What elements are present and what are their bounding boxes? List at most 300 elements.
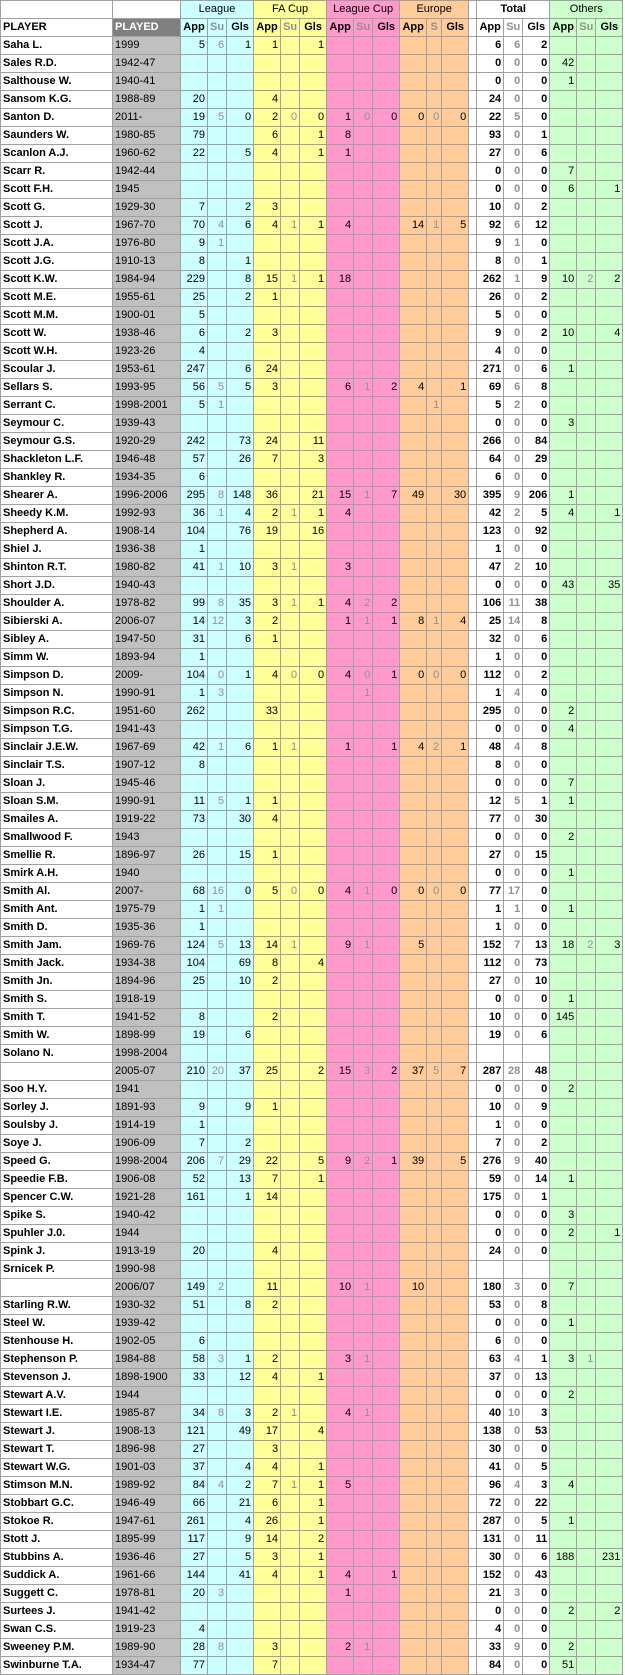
eu-app — [400, 847, 427, 865]
league-app: 7 — [181, 199, 208, 217]
total-app: 0 — [477, 865, 504, 883]
total-goals: 11 — [523, 1531, 550, 1549]
eu-app — [400, 721, 427, 739]
fa-app: 3 — [254, 1549, 281, 1567]
fa-sub — [281, 901, 300, 919]
player-name: Scott J.A. — [1, 235, 113, 253]
league-goals: 4 — [227, 1513, 254, 1531]
fa-app: 4 — [254, 667, 281, 685]
total-sub: 0 — [504, 811, 523, 829]
spacer — [469, 1441, 477, 1459]
league-goals — [227, 1117, 254, 1135]
league-sub: 8 — [208, 487, 227, 505]
lc-goals — [373, 721, 400, 739]
league-app — [181, 1045, 208, 1063]
lc-goals — [373, 1495, 400, 1513]
lc-goals — [373, 919, 400, 937]
eu-goals — [442, 901, 469, 919]
others-goals — [596, 775, 623, 793]
col-eu-sub: S — [427, 19, 442, 37]
league-app: 25 — [181, 289, 208, 307]
total-app: 0 — [477, 1207, 504, 1225]
league-app: 37 — [181, 1459, 208, 1477]
lc-goals — [373, 649, 400, 667]
total-goals: 2 — [523, 1135, 550, 1153]
total-app: 8 — [477, 253, 504, 271]
table-row — [1, 1135, 623, 1153]
others-app — [550, 1297, 577, 1315]
eu-app: 0 — [400, 109, 427, 127]
league-goals — [227, 541, 254, 559]
total-sub: 0 — [504, 253, 523, 271]
fa-sub — [281, 793, 300, 811]
fa-goals — [300, 919, 327, 937]
eu-goals — [442, 991, 469, 1009]
fa-sub — [281, 307, 300, 325]
league-app: 210 — [181, 1063, 208, 1081]
league-goals: 8 — [227, 271, 254, 289]
fa-goals: 0 — [300, 883, 327, 901]
fa-sub — [281, 1369, 300, 1387]
table-row — [1, 379, 623, 397]
others-sub — [577, 1243, 596, 1261]
eu-sub: 1 — [427, 397, 442, 415]
lc-goals — [373, 901, 400, 919]
total-app: 0 — [477, 1315, 504, 1333]
others-app — [550, 109, 577, 127]
table-row — [1, 865, 623, 883]
fa-goals — [300, 415, 327, 433]
spacer — [469, 1135, 477, 1153]
lc-sub — [354, 973, 373, 991]
league-sub — [208, 1603, 227, 1621]
lc-goals — [373, 1279, 400, 1297]
lc-sub: 1 — [354, 613, 373, 631]
fa-sub — [281, 991, 300, 1009]
league-app: 73 — [181, 811, 208, 829]
lc-sub — [354, 811, 373, 829]
eu-goals: 0 — [442, 667, 469, 685]
total-app: 266 — [477, 433, 504, 451]
player-name — [1, 1063, 113, 1081]
total-app — [477, 1045, 504, 1063]
league-goals — [227, 469, 254, 487]
league-app: 9 — [181, 1099, 208, 1117]
total-goals: 2 — [523, 37, 550, 55]
league-sub — [208, 1369, 227, 1387]
others-goals — [596, 1621, 623, 1639]
eu-app — [400, 37, 427, 55]
total-sub: 0 — [504, 1657, 523, 1675]
played-years: 1980-82 — [113, 559, 181, 577]
league-sub — [208, 1045, 227, 1063]
fa-goals: 1 — [300, 145, 327, 163]
total-goals: 0 — [523, 343, 550, 361]
eu-sub — [427, 1243, 442, 1261]
lc-goals — [373, 847, 400, 865]
total-sub: 17 — [504, 883, 523, 901]
league-app: 117 — [181, 1531, 208, 1549]
fa-goals: 1 — [300, 1549, 327, 1567]
played-years: 1898-1900 — [113, 1369, 181, 1387]
player-name: Smith Al. — [1, 883, 113, 901]
eu-sub — [427, 1369, 442, 1387]
league-app: 295 — [181, 487, 208, 505]
total-app: 24 — [477, 91, 504, 109]
eu-sub — [427, 541, 442, 559]
table-row — [1, 1045, 623, 1063]
eu-goals — [442, 1297, 469, 1315]
fa-app: 4 — [254, 1567, 281, 1585]
eu-app — [400, 577, 427, 595]
lc-sub — [354, 523, 373, 541]
lc-sub — [354, 325, 373, 343]
eu-sub: 2 — [427, 739, 442, 757]
others-goals — [596, 541, 623, 559]
lc-goals — [373, 1117, 400, 1135]
group-europe: Europe — [400, 1, 469, 19]
spacer — [469, 1657, 477, 1675]
fa-sub — [281, 1315, 300, 1333]
eu-app — [400, 829, 427, 847]
lc-goals — [373, 55, 400, 73]
others-sub — [577, 1657, 596, 1675]
eu-app — [400, 145, 427, 163]
total-goals: 0 — [523, 91, 550, 109]
lc-goals — [373, 1171, 400, 1189]
table-row — [1, 37, 623, 55]
others-sub — [577, 1261, 596, 1279]
spacer — [469, 487, 477, 505]
others-sub — [577, 1603, 596, 1621]
others-app: 43 — [550, 577, 577, 595]
fa-sub — [281, 1045, 300, 1063]
played-years: 1943 — [113, 829, 181, 847]
played-years: 1891-93 — [113, 1099, 181, 1117]
fa-sub — [281, 685, 300, 703]
lc-app — [327, 865, 354, 883]
eu-goals — [442, 1207, 469, 1225]
others-app — [550, 685, 577, 703]
lc-sub: 0 — [354, 667, 373, 685]
player-name: Srnicek P. — [1, 1261, 113, 1279]
league-sub — [208, 973, 227, 991]
league-app: 31 — [181, 631, 208, 649]
fa-goals: 1 — [300, 217, 327, 235]
fa-app — [254, 235, 281, 253]
eu-app — [400, 307, 427, 325]
fa-app: 4 — [254, 1369, 281, 1387]
league-goals: 6 — [227, 631, 254, 649]
total-goals: 84 — [523, 433, 550, 451]
lc-goals — [373, 703, 400, 721]
league-sub — [208, 163, 227, 181]
others-sub — [577, 991, 596, 1009]
spacer — [469, 1621, 477, 1639]
lc-sub — [354, 1603, 373, 1621]
eu-sub — [427, 1477, 442, 1495]
league-app: 52 — [181, 1171, 208, 1189]
total-app: 6 — [477, 469, 504, 487]
total-sub: 0 — [504, 1495, 523, 1513]
total-sub — [504, 1261, 523, 1279]
eu-goals — [442, 865, 469, 883]
eu-app — [400, 1045, 427, 1063]
eu-sub — [427, 595, 442, 613]
fa-goals: 21 — [300, 487, 327, 505]
league-sub — [208, 1099, 227, 1117]
spacer — [469, 397, 477, 415]
league-app: 7 — [181, 1135, 208, 1153]
player-name: Swan C.S. — [1, 1621, 113, 1639]
spacer — [469, 829, 477, 847]
eu-sub — [427, 1351, 442, 1369]
others-app — [550, 253, 577, 271]
spacer — [469, 451, 477, 469]
fa-goals: 1 — [300, 1567, 327, 1585]
others-sub — [577, 1171, 596, 1189]
league-sub — [208, 991, 227, 1009]
league-sub: 1 — [208, 559, 227, 577]
league-goals: 2 — [227, 1135, 254, 1153]
others-app — [550, 523, 577, 541]
total-goals: 0 — [523, 1279, 550, 1297]
others-app — [550, 1189, 577, 1207]
others-app — [550, 811, 577, 829]
lc-goals — [373, 1009, 400, 1027]
others-app: 1 — [550, 991, 577, 1009]
eu-goals — [442, 1279, 469, 1297]
eu-goals — [442, 919, 469, 937]
lc-app — [327, 37, 354, 55]
played-years: 1935-36 — [113, 919, 181, 937]
total-goals: 92 — [523, 523, 550, 541]
eu-app — [400, 1333, 427, 1351]
total-app: 0 — [477, 775, 504, 793]
total-goals: 0 — [523, 163, 550, 181]
lc-app — [327, 1189, 354, 1207]
others-sub — [577, 307, 596, 325]
others-sub — [577, 757, 596, 775]
others-goals — [596, 379, 623, 397]
others-sub — [577, 181, 596, 199]
lc-sub — [354, 361, 373, 379]
total-goals: 9 — [523, 1099, 550, 1117]
table-row — [1, 1261, 623, 1279]
lc-app: 1 — [327, 109, 354, 127]
lc-sub — [354, 415, 373, 433]
eu-sub — [427, 307, 442, 325]
total-app: 26 — [477, 289, 504, 307]
eu-sub — [427, 919, 442, 937]
others-app: 7 — [550, 775, 577, 793]
others-goals — [596, 397, 623, 415]
league-goals: 1 — [227, 667, 254, 685]
total-goals: 0 — [523, 307, 550, 325]
total-app: 10 — [477, 1099, 504, 1117]
lc-app — [327, 685, 354, 703]
fa-goals — [300, 1351, 327, 1369]
total-goals: 0 — [523, 775, 550, 793]
player-name: Sorley J. — [1, 1099, 113, 1117]
lc-sub: 1 — [354, 685, 373, 703]
eu-sub — [427, 829, 442, 847]
league-app: 20 — [181, 91, 208, 109]
lc-app — [327, 541, 354, 559]
league-goals — [227, 577, 254, 595]
player-name: Sweeney P.M. — [1, 1639, 113, 1657]
eu-goals — [442, 541, 469, 559]
fa-app: 2 — [254, 973, 281, 991]
eu-goals — [442, 1405, 469, 1423]
league-sub — [208, 1261, 227, 1279]
played-years: 1988-89 — [113, 91, 181, 109]
player-name: Speedie F.B. — [1, 1171, 113, 1189]
played-years: 1944 — [113, 1225, 181, 1243]
lc-goals — [373, 397, 400, 415]
lc-sub — [354, 1549, 373, 1567]
player-name: Short J.D. — [1, 577, 113, 595]
eu-app — [400, 505, 427, 523]
spacer — [469, 523, 477, 541]
fa-sub — [281, 361, 300, 379]
lc-sub — [354, 1297, 373, 1315]
total-app: 48 — [477, 739, 504, 757]
lc-goals: 1 — [373, 739, 400, 757]
eu-sub — [427, 991, 442, 1009]
eu-goals — [442, 1099, 469, 1117]
fa-goals: 3 — [300, 451, 327, 469]
total-app: 77 — [477, 883, 504, 901]
others-app: 3 — [550, 415, 577, 433]
league-sub — [208, 1423, 227, 1441]
eu-sub — [427, 55, 442, 73]
eu-sub — [427, 361, 442, 379]
league-app: 104 — [181, 955, 208, 973]
player-name: Scanlon A.J. — [1, 145, 113, 163]
league-goals — [227, 1621, 254, 1639]
spacer — [469, 415, 477, 433]
fa-goals — [300, 253, 327, 271]
league-goals: 2 — [227, 1477, 254, 1495]
others-sub — [577, 325, 596, 343]
eu-sub — [427, 1405, 442, 1423]
col-league-goals: Gls — [227, 19, 254, 37]
others-goals — [596, 919, 623, 937]
others-sub — [577, 1459, 596, 1477]
fa-goals: 1 — [300, 1495, 327, 1513]
total-sub: 0 — [504, 307, 523, 325]
fa-goals — [300, 1279, 327, 1297]
col-total-goals: Gls — [523, 19, 550, 37]
table-row — [1, 487, 623, 505]
others-sub — [577, 847, 596, 865]
others-app: 2 — [550, 1081, 577, 1099]
eu-goals — [442, 1135, 469, 1153]
eu-app — [400, 793, 427, 811]
league-goals: 4 — [227, 1459, 254, 1477]
lc-app — [327, 1657, 354, 1675]
fa-app — [254, 829, 281, 847]
played-years: 1998-2004 — [113, 1153, 181, 1171]
league-goals: 37 — [227, 1063, 254, 1081]
fa-goals — [300, 1117, 327, 1135]
league-goals: 21 — [227, 1495, 254, 1513]
eu-sub — [427, 451, 442, 469]
fa-goals — [300, 703, 327, 721]
table-row — [1, 1369, 623, 1387]
fa-sub — [281, 1279, 300, 1297]
lc-app — [327, 73, 354, 91]
eu-app — [400, 1567, 427, 1585]
col-total-app: App — [477, 19, 504, 37]
league-goals: 3 — [227, 613, 254, 631]
league-sub — [208, 91, 227, 109]
lc-goals — [373, 289, 400, 307]
league-app: 36 — [181, 505, 208, 523]
league-sub — [208, 127, 227, 145]
eu-sub — [427, 91, 442, 109]
player-name: Stott J. — [1, 1531, 113, 1549]
others-goals — [596, 235, 623, 253]
others-app — [550, 613, 577, 631]
eu-sub: 1 — [427, 217, 442, 235]
league-sub — [208, 451, 227, 469]
total-sub: 0 — [504, 181, 523, 199]
total-goals: 0 — [523, 1657, 550, 1675]
league-sub: 16 — [208, 883, 227, 901]
league-goals — [227, 343, 254, 361]
total-sub: 0 — [504, 541, 523, 559]
table-row — [1, 739, 623, 757]
others-goals: 231 — [596, 1549, 623, 1567]
league-app: 6 — [181, 325, 208, 343]
total-app: 0 — [477, 1225, 504, 1243]
total-sub: 0 — [504, 415, 523, 433]
played-years: 1919-22 — [113, 811, 181, 829]
league-sub — [208, 1531, 227, 1549]
league-goals: 29 — [227, 1153, 254, 1171]
eu-app — [400, 433, 427, 451]
others-goals — [596, 217, 623, 235]
played-years: 1990-98 — [113, 1261, 181, 1279]
total-goals: 29 — [523, 451, 550, 469]
fa-sub — [281, 1333, 300, 1351]
table-row — [1, 1243, 623, 1261]
spacer — [469, 1351, 477, 1369]
table-row — [1, 1081, 623, 1099]
played-years: 1908-13 — [113, 1423, 181, 1441]
others-app — [550, 1567, 577, 1585]
others-app: 2 — [550, 1603, 577, 1621]
fa-goals — [300, 793, 327, 811]
total-app: 112 — [477, 667, 504, 685]
fa-app: 14 — [254, 1189, 281, 1207]
lc-sub — [354, 127, 373, 145]
total-app: 395 — [477, 487, 504, 505]
lc-app — [327, 289, 354, 307]
lc-goals — [373, 271, 400, 289]
total-goals: 10 — [523, 973, 550, 991]
col-player: PLAYER — [1, 19, 113, 37]
played-years: 1985-87 — [113, 1405, 181, 1423]
lc-goals — [373, 1549, 400, 1567]
lc-goals — [373, 325, 400, 343]
table-row — [1, 1513, 623, 1531]
league-goals: 1 — [227, 1351, 254, 1369]
lc-app — [327, 451, 354, 469]
table-row — [1, 685, 623, 703]
